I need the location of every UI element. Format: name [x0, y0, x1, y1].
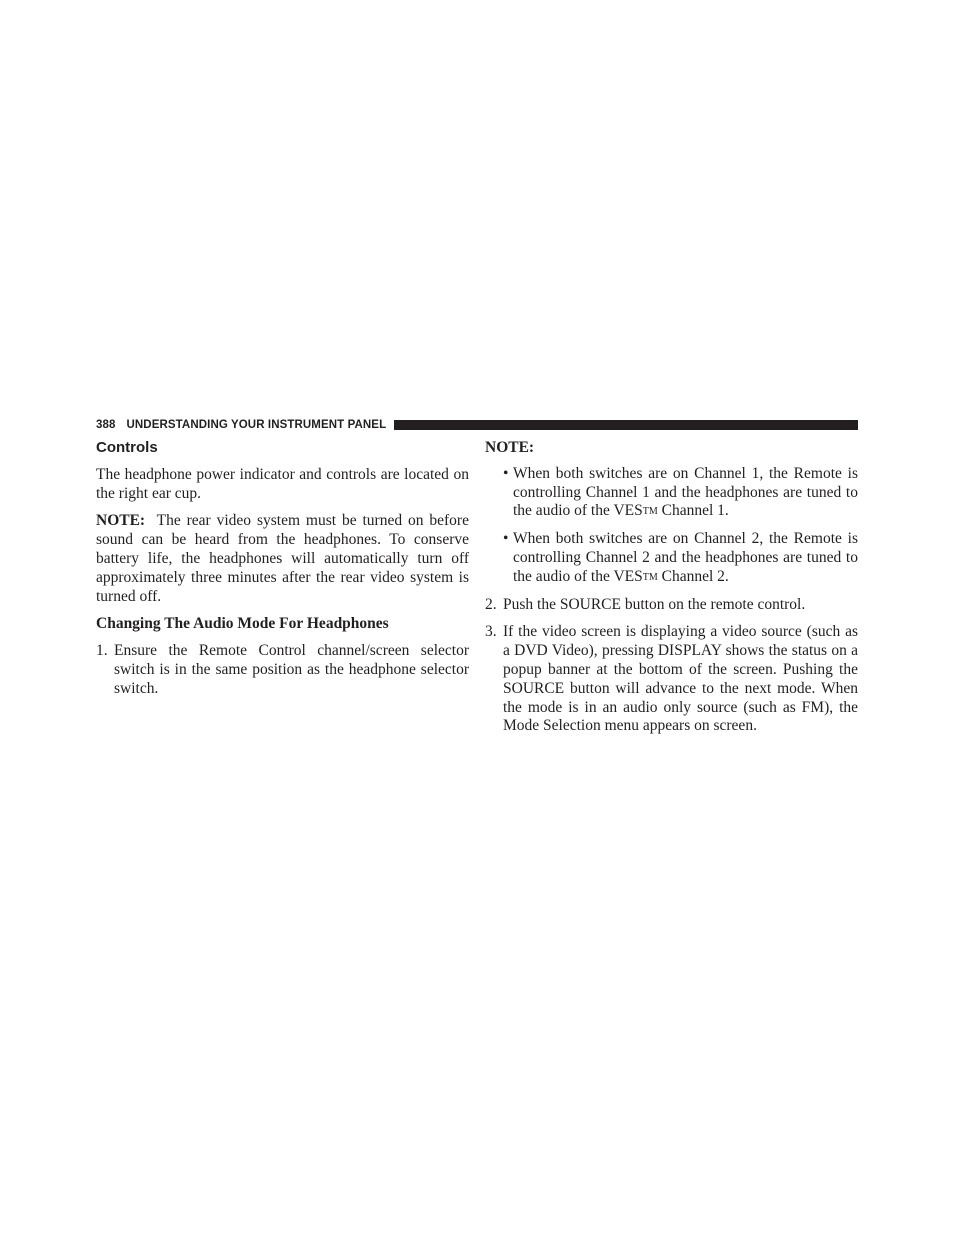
note-label: NOTE:: [96, 512, 146, 530]
header-rule: [394, 420, 858, 430]
step-2-number: 2.: [485, 595, 497, 613]
page-header: [96, 417, 858, 433]
step-1-number: 1.: [96, 642, 108, 660]
bullet-symbol: •: [503, 530, 509, 548]
audio-mode-subheading: Changing The Audio Mode For Headphones: [96, 615, 389, 633]
note-paragraph: [96, 512, 469, 606]
step-1: [96, 642, 469, 698]
intro-paragraph: The headphone power indicator and controls are located on the right ear cup.: [96, 465, 469, 502]
bullet-text: When both switches are on Channel 1, the Remote is controlling Channel 1 and the headphones are tuned to the audio of the VESTM Channel 1.: [513, 464, 858, 520]
step-2: [485, 596, 858, 615]
step-3-text: If the video screen is displaying a video source (such as a DVD Video), pressing DISPLAY shows the status on a popup banner at the bottom of the screen. Pushing the SOURCE button will advance to the next mode. When the mode is in an audio only source (such as FM), the Mode Selection menu appears on screen.: [503, 623, 858, 735]
bullet-symbol: •: [503, 464, 509, 482]
step-1-text: Ensure the Remote Control channel/screen selector switch is in the same position as the headphone selector switch.: [114, 642, 469, 697]
step-3: [485, 623, 858, 736]
note-bullet-1: [503, 465, 858, 522]
right-column: [485, 437, 858, 745]
controls-heading: Controls: [96, 439, 158, 456]
step-3-number: 3.: [485, 623, 497, 641]
note-bullet-2: [503, 530, 858, 587]
section-title: UNDERSTANDING YOUR INSTRUMENT PANEL: [126, 419, 387, 431]
trademark-symbol: TM: [642, 506, 658, 518]
note-heading: NOTE:: [485, 439, 535, 456]
left-column: [96, 437, 469, 708]
page-number: 388: [96, 419, 116, 431]
step-2-text: Push the SOURCE button on the remote control.: [503, 595, 806, 613]
bullet-text: When both switches are on Channel 2, the Remote is controlling Channel 2 and the headphones are tuned to the audio of the VESTM Channel 2.: [513, 530, 858, 585]
note-text: The rear video system must be turned on before sound can be heard from the headphones. To conserve battery life, the headphones will automatically turn off approximately three minutes after the rear video system is turned off.: [96, 512, 469, 605]
trademark-symbol: TM: [642, 571, 658, 583]
